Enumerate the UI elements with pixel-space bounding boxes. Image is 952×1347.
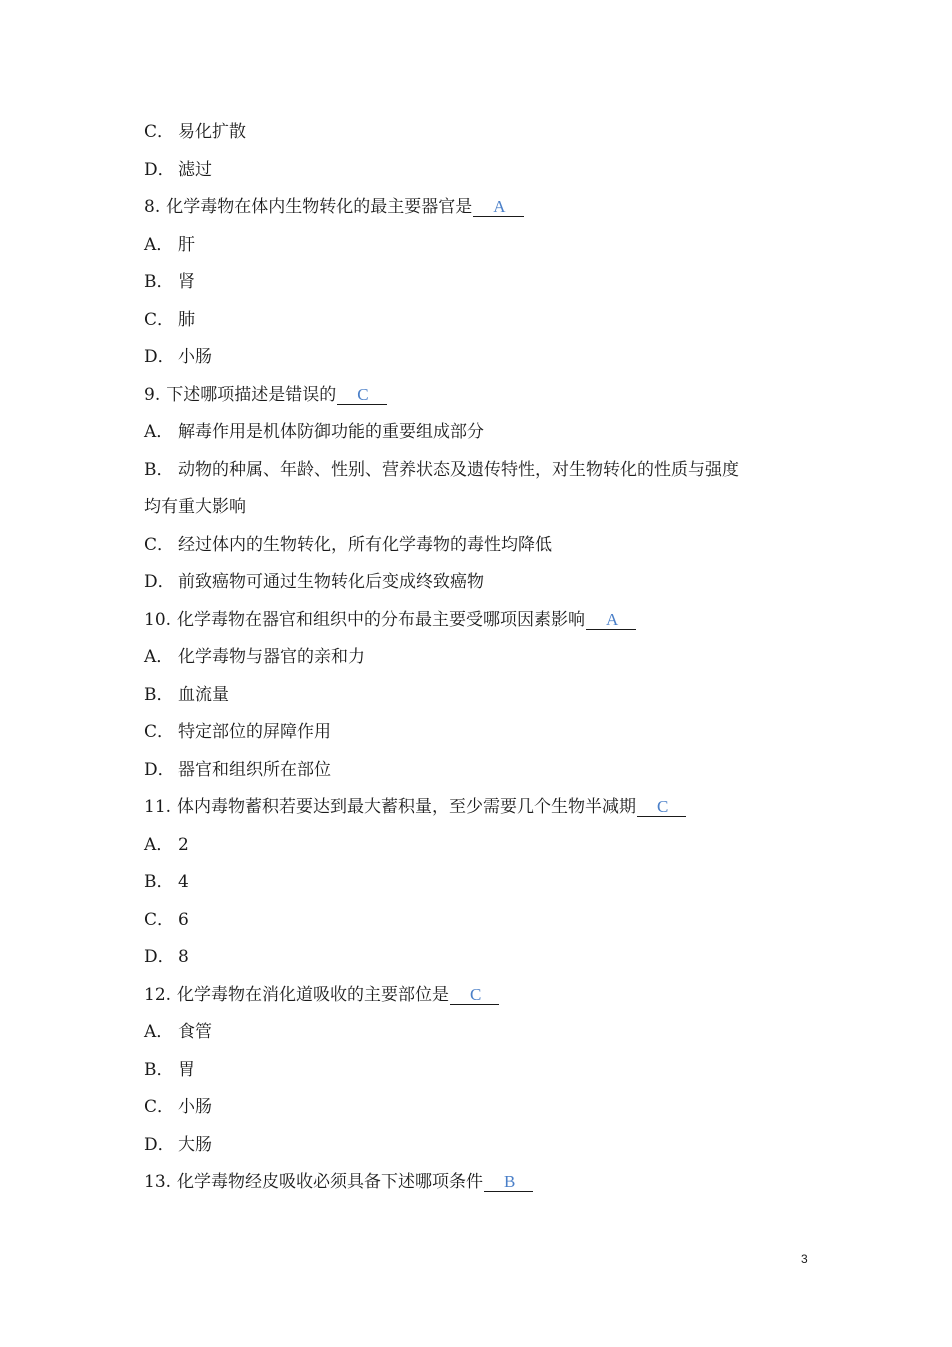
option-label: B． xyxy=(144,460,174,480)
answer-blank xyxy=(637,798,686,817)
option-label: C． xyxy=(144,122,175,142)
answer-letter: A xyxy=(493,197,506,216)
option-text: 器官和组织所在部位 xyxy=(178,760,331,780)
question-line xyxy=(144,196,524,218)
question-number: 11. xyxy=(144,797,172,817)
option-label: D． xyxy=(144,347,175,367)
option-line xyxy=(144,1021,212,1043)
option-text: 肾 xyxy=(178,272,195,292)
option-text: 小肠 xyxy=(178,347,212,367)
option-label: C． xyxy=(144,535,175,555)
question-text: 化学毒物在消化道吸收的主要部位是 xyxy=(177,985,450,1005)
option-line xyxy=(144,121,246,143)
option-line xyxy=(144,684,229,706)
option-label: A． xyxy=(144,422,174,442)
option-text: 食管 xyxy=(178,1022,212,1042)
option-text: 经过体内的生物转化，所有化学毒物的毒性均降低 xyxy=(178,535,552,555)
option-text: 化学毒物与器官的亲和力 xyxy=(178,647,365,667)
answer-letter: C xyxy=(657,797,669,816)
option-text: 滤过 xyxy=(178,160,212,180)
option-label: A． xyxy=(144,235,174,255)
question-text: 体内毒物蓄积若要达到最大蓄积量，至少需要几个生物半减期 xyxy=(177,797,637,817)
answer-blank xyxy=(337,386,386,405)
option-line xyxy=(144,309,195,331)
option-line xyxy=(144,1096,212,1118)
question-number: 12. xyxy=(144,985,172,1005)
option-line xyxy=(144,834,189,856)
question-text: 下述哪项描述是错误的 xyxy=(166,385,337,405)
option-text: 肝 xyxy=(178,235,195,255)
question-line xyxy=(144,984,499,1006)
option-text: 6 xyxy=(178,910,189,930)
option-label: D． xyxy=(144,160,175,180)
option-line xyxy=(144,571,484,593)
option-text: 前致癌物可通过生物转化后变成终致癌物 xyxy=(178,572,484,592)
option-label: A． xyxy=(144,1022,174,1042)
option-label: C． xyxy=(144,910,175,930)
option-line xyxy=(144,271,195,293)
option-line xyxy=(144,759,331,781)
question-text: 化学毒物在体内生物转化的最主要器官是 xyxy=(166,197,473,217)
option-label: B． xyxy=(144,685,174,705)
continuation-line: 均有重大影响 xyxy=(144,497,246,517)
question-number: 8. xyxy=(144,197,161,217)
option-label: D． xyxy=(144,947,175,967)
option-line xyxy=(144,909,189,931)
question-number: 13. xyxy=(144,1172,172,1192)
question-line xyxy=(144,796,686,818)
option-text: 解毒作用是机体防御功能的重要组成部分 xyxy=(178,422,484,442)
option-line xyxy=(144,459,739,481)
option-label: A． xyxy=(144,647,174,667)
option-text: 小肠 xyxy=(178,1097,212,1117)
option-text: 易化扩散 xyxy=(178,122,246,142)
option-line xyxy=(144,159,212,181)
option-text: 特定部位的屏障作用 xyxy=(178,722,331,742)
option-text: 胃 xyxy=(178,1060,195,1080)
question-line xyxy=(144,609,636,631)
option-label: D． xyxy=(144,760,175,780)
option-line xyxy=(144,871,189,893)
option-line xyxy=(144,721,331,743)
option-label: C． xyxy=(144,310,175,330)
option-text: 8 xyxy=(178,947,189,967)
option-text: 2 xyxy=(178,835,189,855)
option-line xyxy=(144,234,195,256)
option-line xyxy=(144,1059,195,1081)
option-text: 4 xyxy=(178,872,189,892)
question-number: 9. xyxy=(144,385,161,405)
option-label: B． xyxy=(144,872,174,892)
option-line xyxy=(144,421,484,443)
question-text: 化学毒物经皮吸收必须具备下述哪项条件 xyxy=(177,1172,484,1192)
option-line xyxy=(144,1134,212,1156)
answer-letter: B xyxy=(504,1172,516,1191)
option-label: C． xyxy=(144,722,175,742)
answer-letter: A xyxy=(606,610,619,629)
answer-blank xyxy=(450,986,499,1005)
page-number: 3 xyxy=(801,1252,808,1266)
answer-letter: C xyxy=(357,385,369,404)
option-line xyxy=(144,946,189,968)
option-label: B． xyxy=(144,1060,174,1080)
option-line xyxy=(144,346,212,368)
option-label: D． xyxy=(144,572,175,592)
answer-blank xyxy=(473,198,523,217)
answer-letter: C xyxy=(470,985,482,1004)
answer-blank xyxy=(484,1173,533,1192)
option-label: B． xyxy=(144,272,174,292)
option-text: 肺 xyxy=(178,310,195,330)
option-label: A． xyxy=(144,835,174,855)
option-text: 大肠 xyxy=(178,1135,212,1155)
question-line xyxy=(144,1171,533,1193)
question-line xyxy=(144,384,387,406)
question-number: 10. xyxy=(144,610,172,630)
option-text: 血流量 xyxy=(178,685,229,705)
option-line xyxy=(144,646,365,668)
question-text: 化学毒物在器官和组织中的分布最主要受哪项因素影响 xyxy=(177,610,586,630)
option-line xyxy=(144,534,552,556)
option-text: 动物的种属、年龄、性别、营养状态及遗传特性，对生物转化的性质与强度 xyxy=(178,460,739,480)
option-label: D． xyxy=(144,1135,175,1155)
answer-blank xyxy=(586,611,636,630)
option-label: C． xyxy=(144,1097,175,1117)
